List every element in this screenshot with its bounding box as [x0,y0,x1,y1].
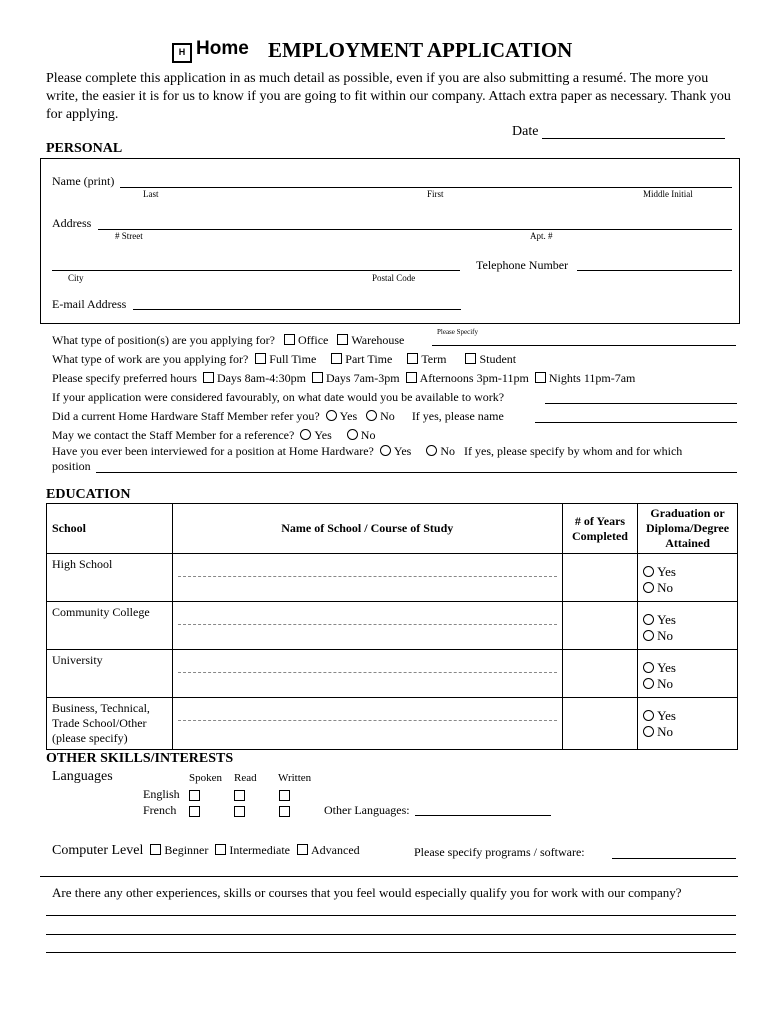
availability-field[interactable] [545,403,737,404]
interviewed-question: Have you ever been interviewed for a position at Home Hardware? Yes No If yes, please specify by whom and for which [52,444,683,458]
experience-line-1[interactable] [46,915,736,916]
grad-yes-radio[interactable] [643,710,654,721]
english-read-checkbox[interactable] [234,790,245,801]
work-type-question: What type of work are you applying for? Full Time Part Time Term Student [52,352,517,366]
divider [40,876,738,877]
date-field[interactable] [542,138,725,139]
position-question: What type of position(s) are you applying for? Office Warehouse [52,333,405,347]
student-checkbox[interactable] [465,353,476,364]
school-label: High School [47,554,173,602]
written-label: Written [278,772,312,784]
personal-box [40,158,740,324]
hours-question: Please specify preferred hours Days 8am-4:30pm Days 7am-3pm Afternoons 3pm-11pm Nights 11pm-7am [52,371,636,385]
intro-text: Please complete this application in as much detail as possible, even if you are also submitting a resumé. The more you write, the easier it is for us to know if you are going to fit within our company. Attach extra paper as necessary. Thank you for applying. [46,71,731,122]
first-label: First [427,189,444,199]
name-label: Name (print) [52,174,115,188]
referral-yes-radio[interactable] [326,410,337,421]
position-specify-field[interactable] [432,345,736,346]
interviewed-details-field[interactable] [96,472,737,473]
years-cell[interactable] [562,698,637,750]
address-label: Address [52,216,92,230]
full-time-checkbox[interactable] [255,353,266,364]
skills-heading: OTHER SKILLS/INTERESTS [46,751,234,766]
referral-question: Did a current Home Hardware Staff Member refer you? Yes No If yes, please name [52,409,504,423]
french-label: French [143,803,177,817]
warehouse-checkbox[interactable] [337,334,348,345]
apt-label: Apt. # [530,231,553,241]
referral-name-field[interactable] [535,422,737,423]
spoken-label: Spoken [189,772,222,784]
table-row: Business, Technical, Trade School/Other (please specify) Yes No [47,698,738,750]
advanced-checkbox[interactable] [297,844,308,855]
col-school: School [47,504,173,554]
availability-question: If your application were considered favourably, on what date would you be available to work? [52,390,505,404]
table-row: High School Yes No [47,554,738,602]
hours-days-7-checkbox[interactable] [312,372,323,383]
experience-line-2[interactable] [46,934,736,935]
programs-field[interactable] [612,858,736,859]
col-name: Name of School / Course of Study [172,504,562,554]
computer-level-row: Computer Level Beginner Intermediate Advanced [52,843,360,858]
french-written-checkbox[interactable] [279,806,290,817]
email-label: E-mail Address [52,297,127,311]
col-grad: Graduation or Diploma/Degree Attained [638,504,738,554]
city-label: City [68,273,84,283]
table-row: Community College Yes No [47,602,738,650]
years-cell[interactable] [562,554,637,602]
school-name-cell[interactable] [172,602,562,650]
education-heading: EDUCATION [46,487,131,502]
date-label: Date [512,124,539,139]
middle-label: Middle Initial [643,189,693,199]
english-spoken-checkbox[interactable] [189,790,200,801]
programs-label: Please specify programs / software: [414,845,585,859]
grad-yes-radio[interactable] [643,662,654,673]
personal-heading: PERSONAL [46,141,123,156]
grad-no-radio[interactable] [643,726,654,737]
postal-label: Postal Code [372,273,416,283]
position-label: position [52,459,91,473]
telephone-field[interactable] [577,270,732,271]
grad-yes-radio[interactable] [643,566,654,577]
contact-yes-radio[interactable] [300,429,311,440]
grad-no-radio[interactable] [643,630,654,641]
telephone-label: Telephone Number [476,258,569,272]
interviewed-yes-radio[interactable] [380,445,391,456]
school-name-cell[interactable] [172,650,562,698]
school-name-cell[interactable] [172,554,562,602]
street-label: # Street [115,231,143,241]
years-cell[interactable] [562,602,637,650]
intermediate-checkbox[interactable] [215,844,226,855]
grad-no-radio[interactable] [643,678,654,689]
grad-no-radio[interactable] [643,582,654,593]
french-spoken-checkbox[interactable] [189,806,200,817]
french-read-checkbox[interactable] [234,806,245,817]
experience-question: Are there any other experiences, skills or courses that you feel would especially qualify you for work with our company? [52,885,682,900]
school-label: Community College [47,602,173,650]
last-label: Last [143,189,159,199]
hours-afternoons-checkbox[interactable] [406,372,417,383]
term-checkbox[interactable] [407,353,418,364]
english-written-checkbox[interactable] [279,790,290,801]
please-specify-label: Please Specify [437,328,479,336]
office-checkbox[interactable] [284,334,295,345]
email-field[interactable] [133,309,461,310]
hours-nights-checkbox[interactable] [535,372,546,383]
home-logo [172,38,249,63]
hours-days-8-checkbox[interactable] [203,372,214,383]
education-table [46,503,738,750]
other-languages-label: Other Languages: [324,803,410,817]
logo-icon: H [172,43,192,63]
grad-yes-radio[interactable] [643,614,654,625]
school-label: Business, Technical, Trade School/Other (please specify) [47,698,173,750]
table-row: University Yes No [47,650,738,698]
logo-text: Home [196,38,249,59]
other-languages-field[interactable] [415,815,551,816]
beginner-checkbox[interactable] [150,844,161,855]
address-field[interactable] [98,229,732,230]
referral-no-radio[interactable] [366,410,377,421]
city-postal-field[interactable] [52,270,460,271]
school-name-cell[interactable] [172,698,562,750]
languages-label: Languages [52,769,113,784]
col-years: # of Years Completed [562,504,637,554]
read-label: Read [234,772,257,784]
page-title: EMPLOYMENT APPLICATION [268,38,573,62]
name-field[interactable] [120,187,732,188]
school-label: University [47,650,173,698]
contact-question: May we contact the Staff Member for a reference? Yes No [52,428,376,442]
interviewed-no-radio[interactable] [426,445,437,456]
experience-line-3[interactable] [46,952,736,953]
english-label: English [143,787,180,801]
contact-no-radio[interactable] [347,429,358,440]
part-time-checkbox[interactable] [331,353,342,364]
years-cell[interactable] [562,650,637,698]
